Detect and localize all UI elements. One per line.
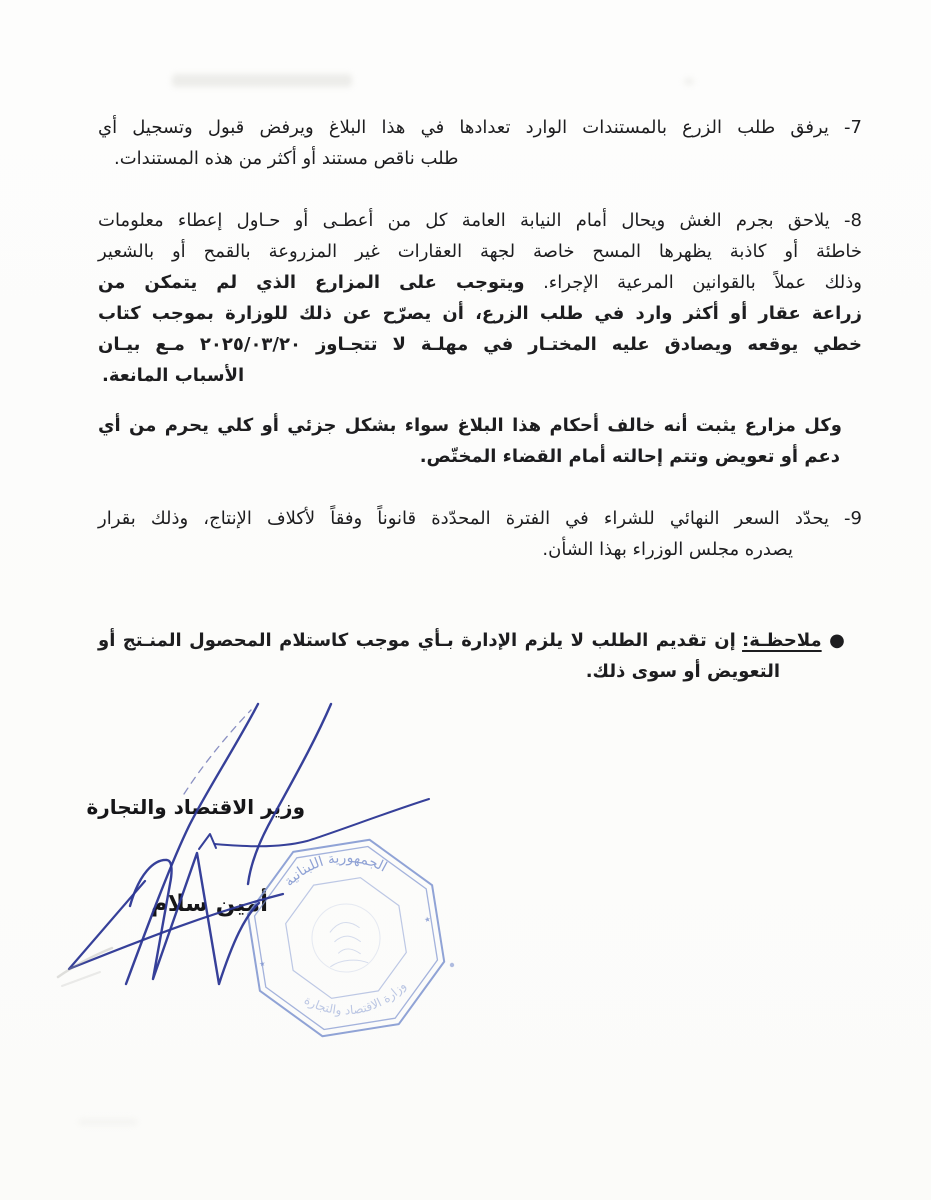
document-line (98, 112, 862, 143)
minister-title: وزير الاقتصاد والتجارة (86, 795, 305, 819)
document-line (98, 441, 842, 472)
text-segment: وكل مزارع يثبت أنه خالف أحكام هذا البلاغ سواء بشكل جزئي أو كلي يحرم من أي (98, 415, 842, 436)
document-line (98, 625, 846, 656)
document-line (98, 503, 862, 534)
document-line (98, 329, 862, 360)
stamp-outer-octagon (239, 831, 452, 1044)
text-segment: الأسباب المانعة. (102, 365, 245, 386)
paragraph-item-9 (98, 503, 862, 565)
text-segment: زراعة عقار أو أكثر وارد في طلب الزرع، أن يصرّح عن ذلك للوزارة بموجب كتاب (98, 303, 862, 324)
document-line (98, 205, 862, 236)
stamp-star-right: ٭ (422, 911, 432, 927)
signature-stroke (248, 704, 331, 884)
stamp-bottom-arc-text: وزارة الاقتصاد والتجارة (301, 978, 409, 1018)
text-segment: إن تقديم الطلب لا يلزم الإدارة بـأي موجب كاستلام المحصول المنـتج أو (98, 630, 743, 651)
paragraph-item-8 (98, 205, 862, 391)
paragraph-note (98, 625, 846, 687)
scan-smudge (78, 1118, 138, 1126)
document-line (98, 656, 846, 687)
text-segment: طلب ناقص مستند أو أكثر من هذه المستندات. (114, 148, 459, 169)
text-segment: 7- يرفق طلب الزرع بالمستندات الوارد تعدادها في هذا البلاغ ويرفض قبول وتسجيل أي (98, 117, 862, 138)
text-segment: خاطئة أو كاذبة يظهرها المسح خاصة لجهة العقارات غير المزروعة بالقمح أو بالشعير (98, 241, 862, 262)
document-line (98, 298, 862, 329)
pencil-smudge (58, 948, 112, 986)
stamp-top-arc-text: الجمهورية اللبنانية (281, 849, 390, 890)
document-line (98, 267, 862, 298)
stamp-star-left: ٭ (257, 955, 267, 971)
text-segment: ملاحظـة: (742, 630, 822, 651)
text-segment: ويتوجب على المزارع الذي لم يتمكن من (98, 272, 525, 293)
signature-stroke-penskip (184, 710, 251, 794)
signature-caret (199, 834, 216, 849)
text-segment: وذلك عملاً بالقوانين المرعية الإجراء. (524, 272, 862, 293)
text-segment: خطي يوقعه ويصادق عليه المختـار في مهلـة لا تتجـاوز ٢٠٢٥/٠٣/٢٠ مـع بيـان (98, 334, 862, 355)
document-body (98, 112, 862, 687)
document-line (98, 410, 842, 441)
signature-scribble (130, 853, 259, 984)
document-line (98, 534, 862, 565)
text-segment: 9- يحدّد السعر النهائي للشراء في الفترة المحدّدة قانوناً وفقاً لأكلاف الإنتاج، وذلك بقرار (98, 508, 862, 529)
text-segment: 8- يلاحق بجرم الغش ويحال أمام النيابة العامة كل من أعطـى أو حـاول إعطاء معلومات (98, 210, 862, 231)
stamp-inner-ring (247, 839, 446, 1038)
minister-name: أمين سلام (150, 891, 268, 917)
document-line (98, 143, 862, 174)
stamp-ink-dot (450, 963, 454, 967)
stamp-emblem-cedar (324, 920, 368, 969)
signature-stroke (126, 704, 258, 984)
stamp-emblem-circle (307, 899, 385, 977)
paragraph-item-7 (98, 112, 862, 174)
text-segment: دعم أو تعويض وتتم إحالته أمام القضاء المختّص. (419, 446, 840, 467)
text-segment: ● (821, 630, 846, 651)
document-line (98, 360, 862, 391)
stamp-middle-octagon (280, 872, 411, 1003)
paragraph-penalty (98, 410, 842, 472)
document-line (98, 236, 862, 267)
text-segment: التعويض أو سوى ذلك. (585, 661, 780, 682)
scan-smudge (684, 78, 694, 85)
scan-smudge (172, 74, 352, 87)
text-segment: يصدره مجلس الوزراء بهذا الشأن. (542, 539, 793, 560)
